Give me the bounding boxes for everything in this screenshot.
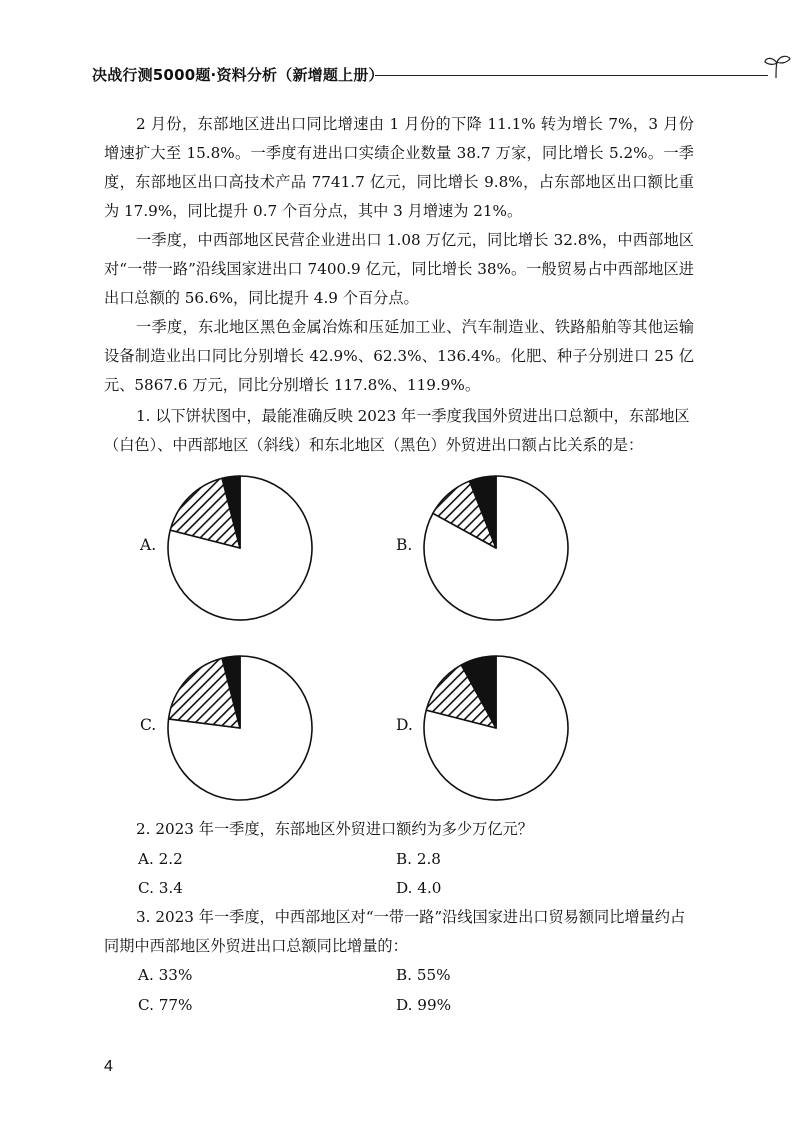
q3-option-c[interactable]: C. 77% [138, 996, 193, 1014]
paragraph-2: 一季度，中西部地区民营企业进出口 1.08 万亿元，同比增长 32.8%，中西部地区对“一带一路”沿线国家进出口 7400.9 亿元，同比增长 38%。一般贸易占中西部地区进出口总额的 56.6%，同比提升 4.9 个百分点。 [104, 231, 694, 307]
question-2 [104, 815, 694, 844]
pie-chart-option-d[interactable] [416, 648, 576, 808]
paragraph-3: 一季度，东北地区黑色金属冶炼和压延加工业、汽车制造业、铁路船舶等其他运输设备制造业出口同比分别增长 42.9%、62.3%、136.4%。化肥、种子分别进口 25 亿元、5867.6 万元，同比分别增长 117.8%、119.9%。 [104, 318, 694, 394]
header-rule [375, 75, 768, 76]
option-c-label[interactable]: C. [140, 716, 157, 734]
q2-option-b[interactable]: B. 2.8 [396, 850, 441, 868]
option-b-label[interactable]: B. [396, 536, 413, 554]
option-d-label[interactable]: D. [396, 716, 413, 734]
q3-option-d[interactable]: D. 99% [396, 996, 452, 1014]
pie-chart-option-a[interactable] [160, 468, 320, 628]
page-number: 4 [104, 1058, 113, 1075]
header-title: 决战行测5000题·资料分析（新增题上册） [92, 66, 384, 84]
question-1 [104, 402, 694, 460]
q2-option-c[interactable]: C. 3.4 [138, 879, 183, 897]
question-3-stem: 3. 2023 年一季度，中西部地区对“一带一路”沿线国家进出口贸易额同比增量约占同期中西部地区外贸进出口总额同比增量的： [104, 908, 686, 955]
q3-option-a[interactable]: A. 33% [138, 966, 193, 984]
q2-option-d[interactable]: D. 4.0 [396, 879, 442, 897]
question-2-stem: 2. 2023 年一季度，东部地区外贸进口额约为多少万亿元？ [136, 820, 533, 838]
page-header [92, 62, 712, 92]
question-3 [104, 903, 694, 961]
passage [104, 110, 694, 400]
paragraph-1: 2 月份，东部地区进出口同比增速由 1 月份的下降 11.1% 转为增长 7%，3 月份增速扩大至 15.8%。一季度有进出口实绩企业数量 38.7 万家，同比增长 5.2%。一季度，东部地区出口高技术产品 7741.7 亿元，同比增长 9.8%，占东部地区出口额比重为 17.9%，同比提升 0.7 个百分点，其中 3 月增速为 21%。 [104, 115, 694, 220]
pie-chart-option-c[interactable] [160, 648, 320, 808]
option-a-label[interactable]: A. [140, 536, 157, 554]
sprout-icon [760, 50, 794, 84]
question-1-stem: 1. 以下饼状图中，最能准确反映 2023 年一季度我国外贸进出口总额中，东部地区（白色）、中西部地区（斜线）和东北地区（黑色）外贸进出口额占比关系的是： [104, 407, 690, 454]
q2-option-a[interactable]: A. 2.2 [138, 850, 183, 868]
pie-chart-option-b[interactable] [416, 468, 576, 628]
q3-option-b[interactable]: B. 55% [396, 966, 451, 984]
